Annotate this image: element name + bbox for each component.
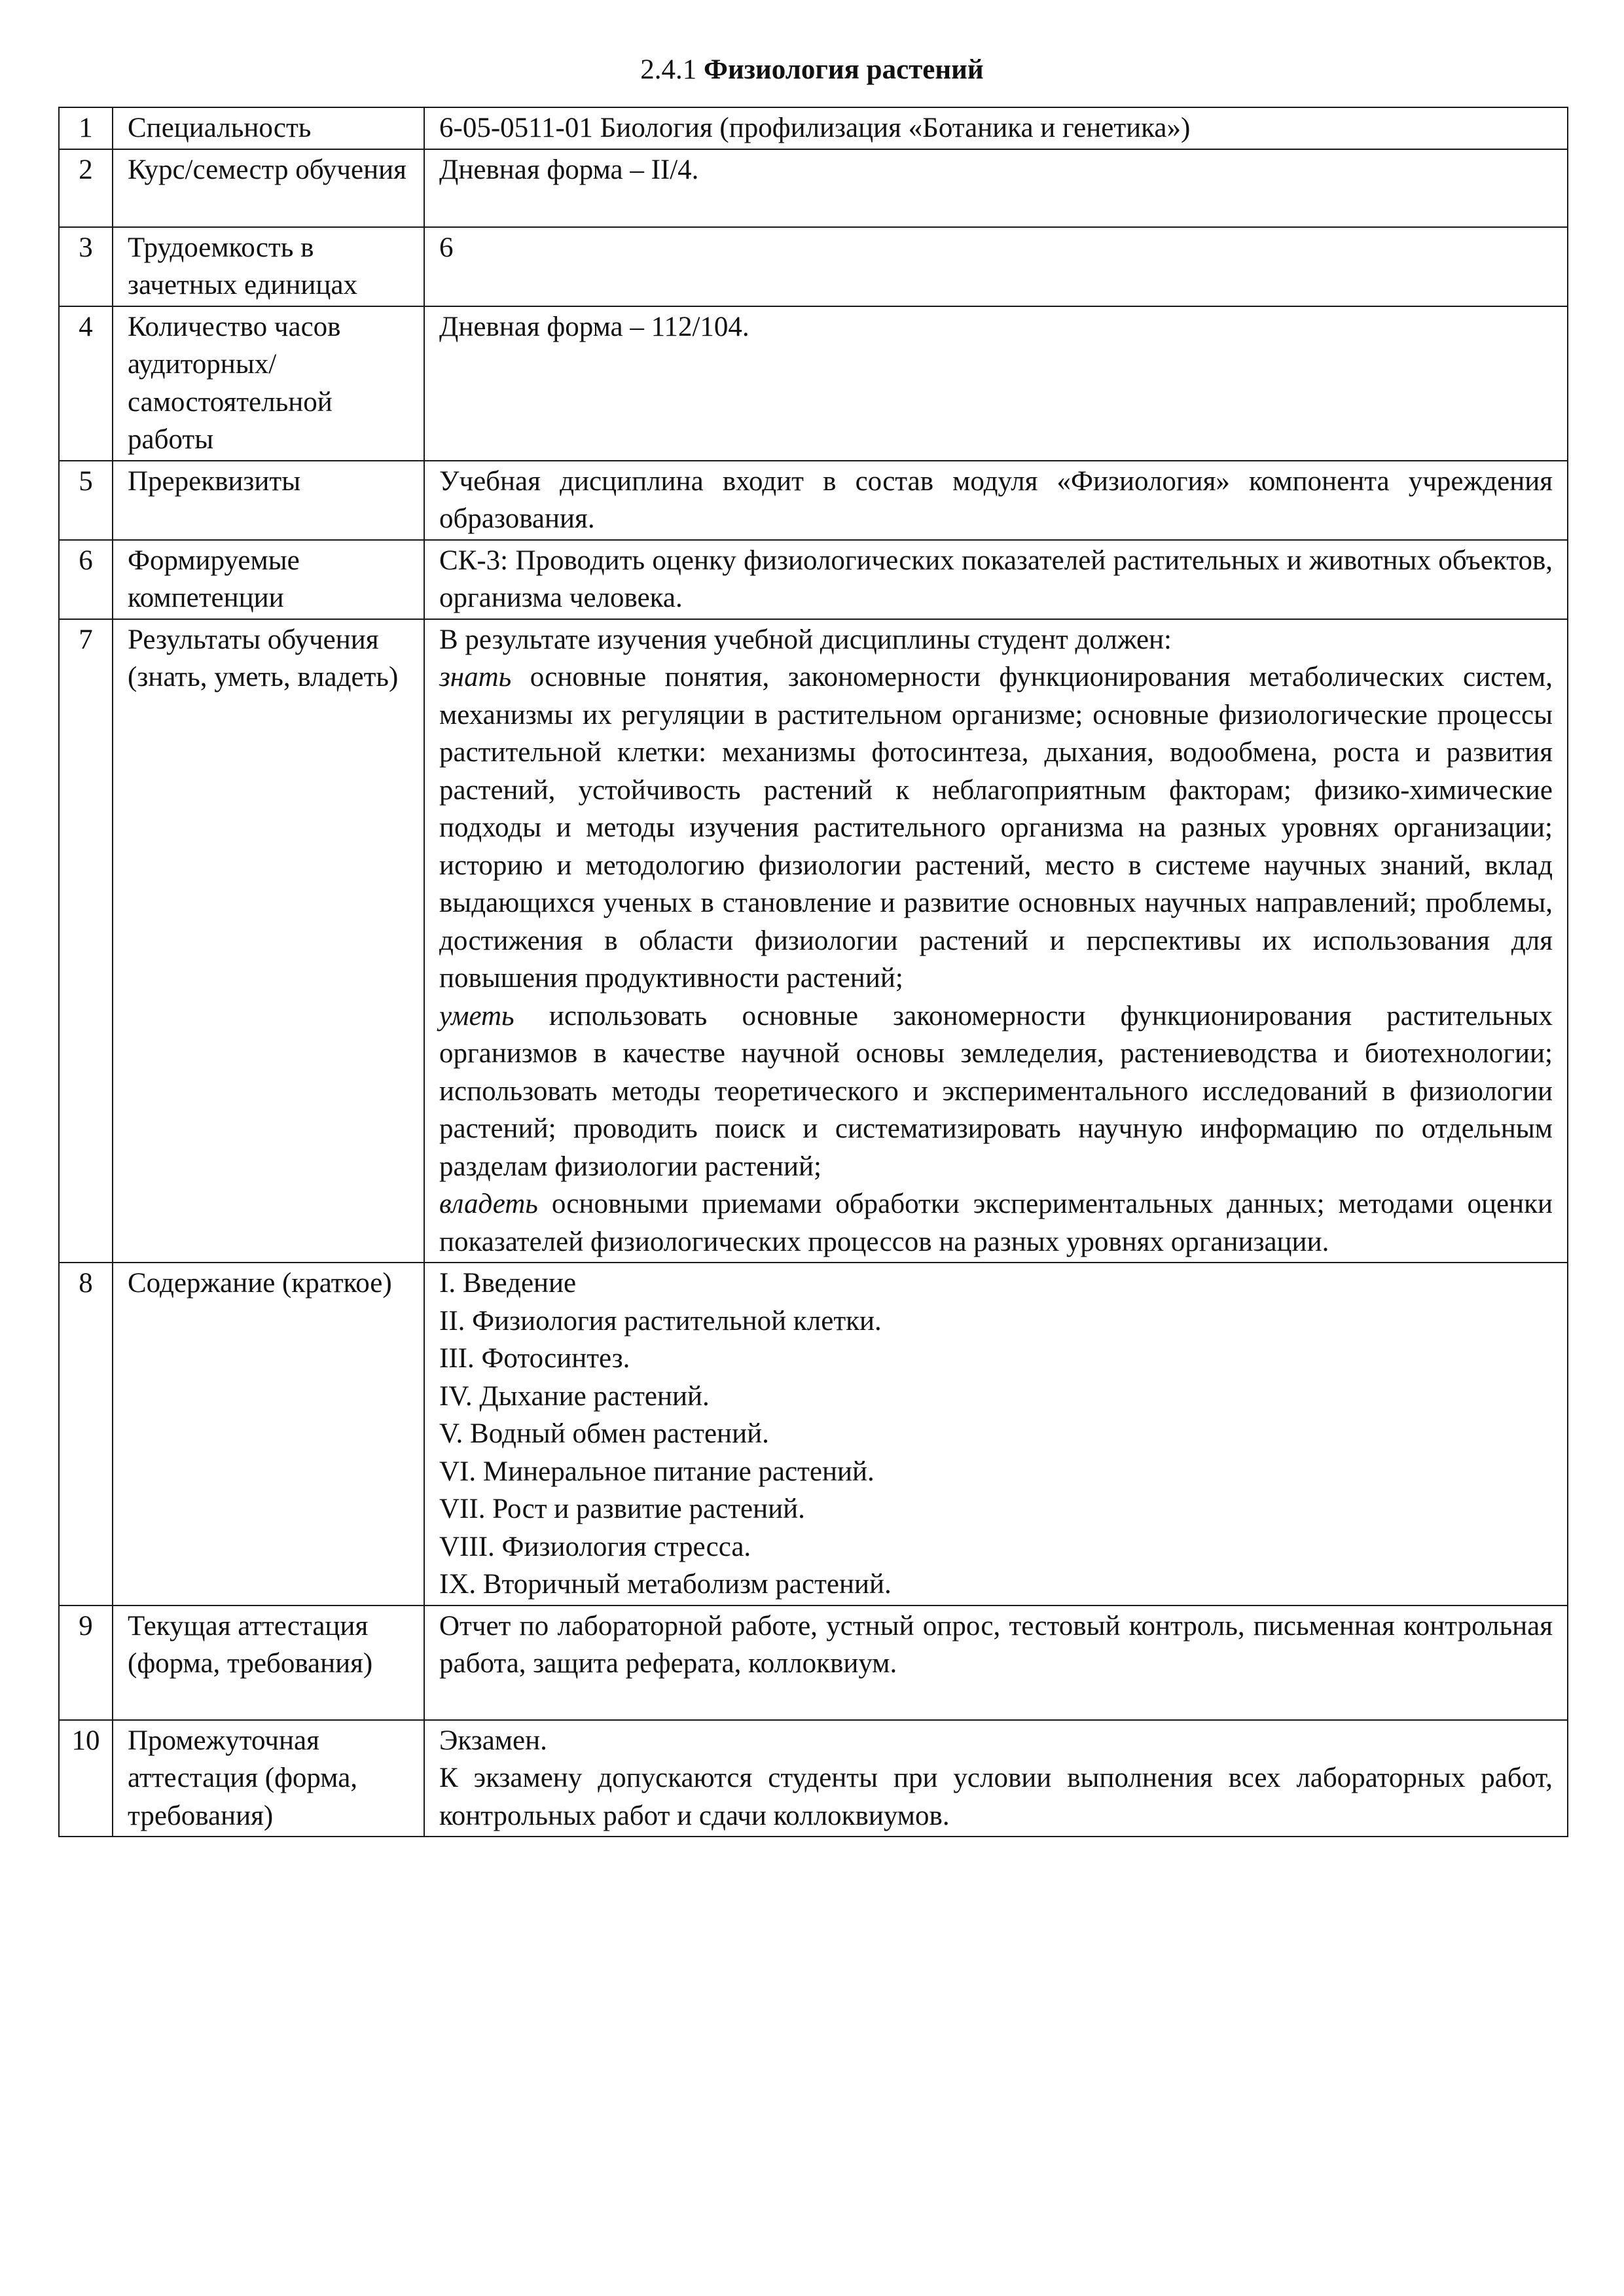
row-label: Трудоемкость в зачетных единицах [113,227,424,306]
outcomes-know [439,658,1553,997]
row-number: 2 [59,149,113,227]
contents-list [424,1263,1568,1605]
table-row [59,1605,1568,1720]
know-keyword: знать [439,662,512,692]
table-row [59,107,1568,149]
row-value: Отчет по лабораторной работе, устный опрос, тестовый контроль, письменная контрольная работа, защита реферата, коллоквиум. [424,1605,1568,1720]
row-number: 4 [59,306,113,461]
table-row [59,306,1568,461]
list-item: I. Введение [439,1268,577,1299]
table-row [59,540,1568,619]
row-value: СК-3: Проводить оценку физиологических показателей растительных и животных объектов, организма человека. [424,540,1568,619]
outcomes-can [439,997,1553,1186]
table-row [59,619,1568,1263]
row-label: Формируемые компетенции [113,540,424,619]
row-label: Пререквизиты [113,461,424,540]
list-item: IV. Дыхание растений. [439,1380,710,1412]
row-number: 8 [59,1263,113,1605]
table-row [59,1263,1568,1605]
table-row [59,461,1568,540]
exam-form: Экзамен. [439,1725,547,1756]
list-item: VII. Рост и развитие растений. [439,1494,805,1524]
row-value: Дневная форма – 112/104. [424,306,1568,461]
row-label: Результаты обучения (знать, уметь, владеть) [113,619,424,1263]
row-number: 3 [59,227,113,306]
list-item: VI. Минеральное питание растений. [439,1456,875,1487]
table-row [59,227,1568,306]
can-text: использовать основные закономерности функционирования растительных организмов в качестве научной основы земледелия, растениеводства и биотехнологии; использовать методы теоретического и экспериментального исследований в физиологии растений; проводить поиск и систематизировать научную информацию по отдельным разделам физиологии растений; [439,1000,1553,1182]
row-value: 6 [424,227,1568,306]
table-row [59,149,1568,227]
outcomes-own [439,1185,1553,1261]
row-label: Текущая аттестация (форма, требования) [113,1605,424,1720]
section-title: Физиология растений [704,54,984,85]
learning-outcomes [424,619,1568,1263]
row-number: 9 [59,1605,113,1720]
list-item: V. Водный обмен растений. [439,1418,769,1449]
can-keyword: уметь [439,1000,514,1031]
row-label: Содержание (краткое) [113,1263,424,1605]
row-value: Учебная дисциплина входит в состав модуля «Физиология» компонента учреждения образования. [424,461,1568,540]
row-label: Количество часов аудиторных/самостоятельной работы [113,306,424,461]
section-heading [0,51,1624,89]
list-item: VIII. Физиология стресса. [439,1531,751,1562]
list-item: III. Фотосинтез. [439,1343,630,1374]
row-label: Специальность [113,107,424,149]
list-item: II. Физиология растительной клетки. [439,1305,882,1336]
row-value: Дневная форма – II/4. [424,149,1568,227]
exam-requirements: К экзамену допускаются студенты при условии выполнения всех лабораторных работ, контрольных работ и сдачи коллоквиумов. [439,1763,1553,1831]
row-number: 10 [59,1720,113,1837]
outcomes-intro: В результате изучения учебной дисциплины студент должен: [439,624,1172,655]
row-number: 6 [59,540,113,619]
row-number: 1 [59,107,113,149]
know-text: основные понятия, закономерности функционирования метаболических систем, механизмы их регуляции в растительном организме; основные физиологические процессы растительной клетки: механизмы фотосинтеза, дыхания, водообмена, роста и развития растений, устойчивость растений к неблагоприятным факторам; физико-химические подходы и методы изучения растительного организма на разных уровнях организации; историю и методологию физиологии растений, место в системе научных знаний, вклад выдающихся ученых в становление и развитие основных научных направлений; проблемы, достижения в области физиологии растений и перспективы их использования для повышения продуктивности растений; [439,662,1553,994]
row-number: 7 [59,619,113,1263]
row-number: 5 [59,461,113,540]
row-label: Курс/семестр обучения [113,149,424,227]
table-row [59,1720,1568,1837]
discipline-info-table [58,107,1568,1837]
row-value: 6-05-0511-01 Биология (профилизация «Ботаника и генетика») [424,107,1568,149]
row-label: Промежуточная аттестация (форма, требования) [113,1720,424,1837]
section-number: 2.4.1 [640,54,697,85]
final-attestation [424,1720,1568,1837]
own-text: основными приемами обработки экспериментальных данных; методами оценки показателей физиологических процессов на разных уровнях организации. [439,1189,1553,1257]
own-keyword: владеть [439,1189,538,1219]
list-item: IX. Вторичный метаболизм растений. [439,1569,892,1600]
